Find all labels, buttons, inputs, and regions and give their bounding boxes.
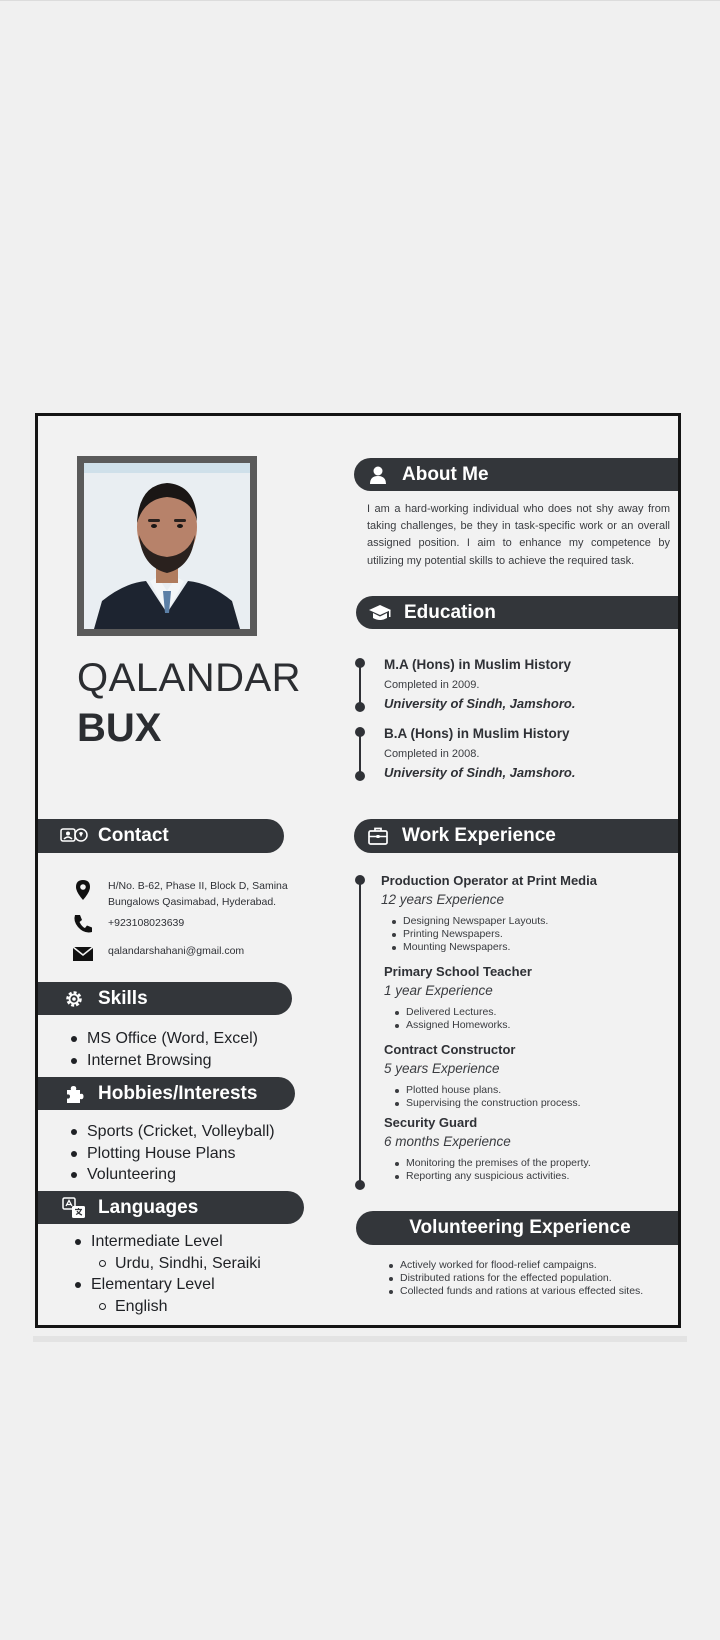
education-heading: Education [404, 601, 496, 623]
list-item: Supervising the construction process. [384, 1097, 676, 1110]
job-title: Production Operator at Print Media [381, 873, 597, 888]
list-item: Plotting House Plans [69, 1143, 309, 1165]
contact-heading: Contact [98, 825, 169, 846]
list-item: Collected funds and rations at various effected sites. [378, 1285, 648, 1298]
page-shadow [33, 1336, 687, 1342]
list-item: Reporting any suspicious activities. [384, 1170, 676, 1183]
degree-university: University of Sindh, Jamshoro. [384, 696, 576, 711]
profile-photo [77, 456, 257, 636]
list-item: Sports (Cricket, Volleyball) [69, 1121, 309, 1143]
job-title: Primary School Teacher [384, 964, 532, 979]
languages-list [73, 1231, 313, 1317]
list-item: Printing Newspapers. [381, 928, 676, 941]
list-item: Internet Browsing [69, 1050, 299, 1072]
language-names: Urdu, Sindhi, Seraiki [73, 1253, 313, 1275]
degree-completed: Completed in 2009. [384, 679, 480, 691]
education-item-1 [384, 657, 674, 711]
language-level: Elementary Level [73, 1274, 313, 1296]
map-pin-icon [70, 879, 96, 901]
job-title: Contract Constructor [384, 1042, 516, 1057]
job-item-1 [381, 873, 676, 955]
edu-timeline-dot [355, 658, 365, 668]
about-text: I am a hard-working individual who does not shy away from taking challenges, be they in task-specific work or an overall assigned position. I aim to enhance my competence by utilizing my potential skills to achieve the required task. [367, 503, 670, 567]
hobbies-heading: Hobbies/Interests [98, 1082, 258, 1104]
work-timeline-dot [355, 875, 365, 885]
education-item-2 [384, 726, 674, 780]
envelope-icon [70, 943, 96, 965]
about-heading: About Me [402, 463, 489, 485]
email-row [70, 943, 308, 965]
language-level: Intermediate Level [73, 1231, 313, 1253]
job-duties [384, 1157, 676, 1183]
work-heading-bar [354, 819, 681, 853]
last-name: BUX [77, 706, 162, 750]
work-timeline-line [359, 882, 361, 1185]
phone-row [70, 913, 308, 935]
skills-list [69, 1028, 299, 1071]
job-duties [384, 1084, 676, 1110]
education-heading-bar [356, 596, 681, 629]
job-experience: 1 year Experience [384, 983, 493, 998]
puzzle-icon [60, 1082, 88, 1106]
address-line-2: Bungalows Qasimabad, Hyderabad. [108, 895, 277, 908]
list-item: MS Office (Word, Excel) [69, 1028, 299, 1050]
translate-icon [60, 1196, 88, 1220]
edu-timeline-dot [355, 727, 365, 737]
hobbies-list [69, 1121, 309, 1186]
degree-title: B.A (Hons) in Muslim History [384, 726, 570, 741]
language-names: English [73, 1296, 313, 1318]
degree-university: University of Sindh, Jamshoro. [384, 765, 576, 780]
address-row [70, 879, 308, 910]
work-heading: Work Experience [402, 825, 556, 846]
first-name: QALANDAR [77, 656, 302, 700]
list-item: Assigned Homeworks. [384, 1019, 676, 1032]
job-title: Security Guard [384, 1115, 478, 1130]
list-item: Volunteering [69, 1164, 309, 1186]
list-item: Mounting Newspapers. [381, 941, 676, 954]
skills-heading: Skills [98, 987, 148, 1009]
job-item-2 [384, 964, 676, 1032]
volunteering-heading: Volunteering Experience [409, 1217, 631, 1238]
resume-page [35, 413, 681, 1328]
list-item: Delivered Lectures. [384, 1006, 676, 1019]
job-item-3 [384, 1042, 676, 1110]
hobbies-heading-bar [38, 1077, 295, 1110]
top-divider [0, 0, 720, 1]
contact-card-icon [60, 824, 88, 848]
languages-heading-bar [38, 1191, 304, 1224]
edu-timeline-dot [355, 771, 365, 781]
about-heading-bar [354, 458, 681, 491]
degree-completed: Completed in 2008. [384, 748, 480, 760]
volunteering-list [378, 1259, 648, 1299]
list-item: Distributed rations for the effected population. [378, 1272, 648, 1285]
list-item: Plotted house plans. [384, 1084, 676, 1097]
list-item: Actively worked for flood-relief campaigns. [378, 1259, 648, 1272]
email-address[interactable]: qalandarshahani@gmail.com [108, 945, 245, 957]
portrait-image [84, 463, 250, 629]
work-timeline-dot [355, 1180, 365, 1190]
degree-title: M.A (Hons) in Muslim History [384, 657, 572, 672]
job-experience: 6 months Experience [384, 1134, 511, 1149]
address-line-1: H/No. B-62, Phase II, Block D, Samina [108, 880, 288, 892]
job-experience: 5 years Experience [384, 1061, 500, 1076]
edu-timeline-dot [355, 702, 365, 712]
job-duties [384, 1006, 676, 1032]
job-experience: 12 years Experience [381, 892, 505, 907]
contact-heading-bar [38, 819, 284, 853]
graduation-cap-icon [366, 601, 394, 625]
languages-heading: Languages [98, 1196, 199, 1218]
job-duties [381, 915, 676, 955]
volunteering-heading-bar [356, 1211, 681, 1245]
list-item: Designing Newspaper Layouts. [381, 915, 676, 928]
phone-icon [70, 913, 96, 935]
gear-icon [60, 987, 88, 1011]
job-item-4 [384, 1115, 676, 1183]
list-item: Monitoring the premises of the property. [384, 1157, 676, 1170]
user-icon [364, 463, 392, 487]
briefcase-icon [364, 824, 392, 848]
phone-number[interactable]: +923108023639 [108, 917, 185, 929]
skills-heading-bar [38, 982, 292, 1015]
